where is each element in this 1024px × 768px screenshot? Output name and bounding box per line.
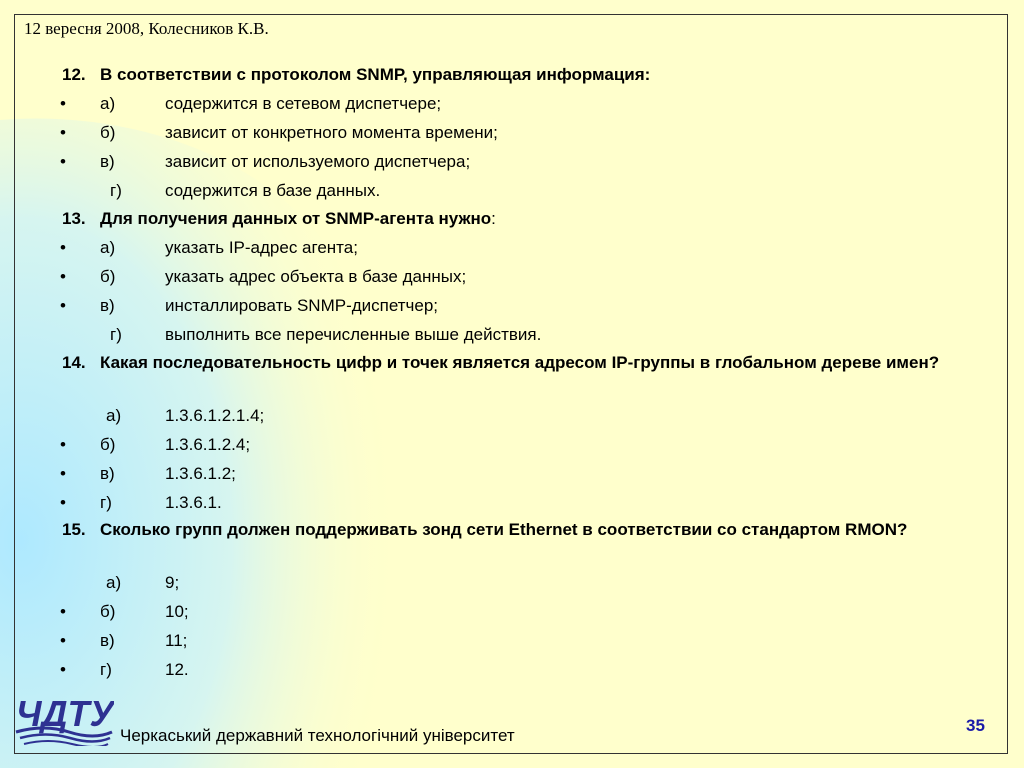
option-text: 9;: [165, 573, 180, 592]
question-text: Какая последовательность цифр и точек является адресом IP-группы в глобальном дереве имен?: [100, 353, 940, 372]
option-letter: г): [100, 493, 112, 512]
bullet: •: [60, 267, 66, 286]
bullet: •: [60, 238, 66, 257]
option-letter: в): [100, 631, 115, 650]
question-text: [100, 208, 980, 230]
option-letter: г): [100, 660, 112, 679]
bullet: •: [60, 296, 66, 315]
bullet: •: [60, 123, 66, 142]
slide-header: 12 вересня 2008, Колесников К.В.: [24, 19, 269, 38]
question-number: 13.: [62, 209, 86, 228]
option-letter: г): [110, 325, 122, 344]
option-letter: б): [100, 435, 116, 454]
option-text: 12.: [165, 660, 189, 679]
option-text: указать IP-адрес агента;: [165, 238, 358, 257]
option-text: 1.3.6.1.2.1.4;: [165, 406, 265, 425]
option-letter: а): [100, 238, 116, 257]
option-letter: б): [100, 267, 116, 286]
option-letter: в): [100, 296, 115, 315]
question-number: 12.: [62, 65, 86, 84]
option-letter: а): [106, 573, 122, 592]
option-text: 10;: [165, 602, 189, 621]
page-number: 35: [966, 716, 985, 735]
slide-frame: [14, 14, 1008, 754]
option-text: 1.3.6.1.2.4;: [165, 435, 251, 454]
question-suffix: :: [491, 209, 496, 228]
question-text-main: Для получения данных от SNMP-агента нужно: [100, 209, 492, 228]
option-letter: в): [100, 464, 115, 483]
university-logo: [14, 688, 114, 746]
option-text: содержится в сетевом диспетчере;: [165, 94, 442, 113]
option-letter: б): [100, 602, 116, 621]
option-text: выполнить все перечисленные выше действия.: [165, 325, 542, 344]
logo-text: ЧДТУ: [16, 693, 114, 734]
option-letter: а): [106, 406, 122, 425]
option-text: указать адрес объекта в базе данных;: [165, 267, 467, 286]
option-text: 11;: [165, 631, 188, 650]
option-text: зависит от конкретного момента времени;: [165, 123, 498, 142]
question-text: Сколько групп должен поддерживать зонд сети Ethernet в соответствии со стандартом RMON?: [100, 520, 908, 539]
question-number: 14.: [62, 353, 86, 372]
option-text: 1.3.6.1.: [165, 493, 222, 512]
option-letter: г): [110, 181, 122, 200]
bullet: •: [60, 464, 66, 483]
bullet: •: [60, 435, 66, 454]
option-text: зависит от используемого диспетчера;: [165, 152, 471, 171]
option-text: 1.3.6.1.2;: [165, 464, 236, 483]
option-letter: а): [100, 94, 116, 113]
question-text: В соответствии с протоколом SNMP, управляющая информация:: [100, 65, 651, 84]
bullet: •: [60, 493, 66, 512]
bullet: •: [60, 152, 66, 171]
question-number: 15.: [62, 520, 86, 539]
bullet: •: [60, 94, 66, 113]
option-letter: в): [100, 152, 115, 171]
bullet: •: [60, 660, 66, 679]
option-text: содержится в базе данных.: [165, 181, 381, 200]
bullet: •: [60, 631, 66, 650]
footer-university: Черкаський державний технологічний університет: [120, 726, 515, 745]
option-text: инсталлировать SNMP-диспетчер;: [165, 296, 439, 315]
option-letter: б): [100, 123, 116, 142]
bullet: •: [60, 602, 66, 621]
